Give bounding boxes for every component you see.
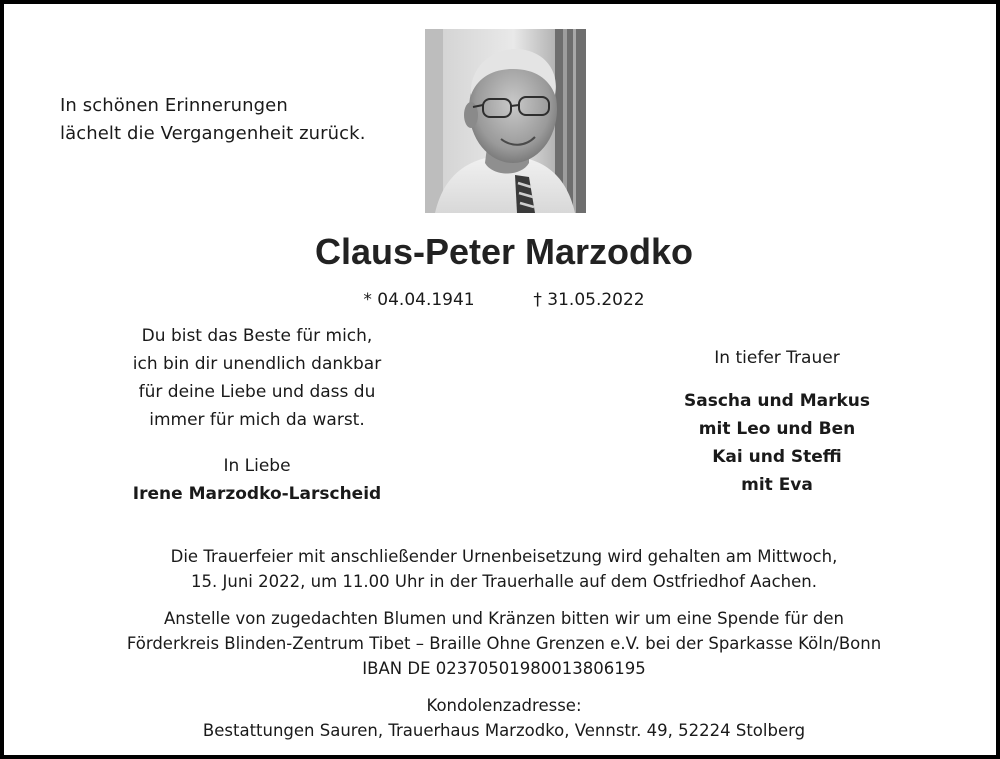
donation-line-1: Anstelle von zugedachten Blumen und Kränzen bitten wir um eine Spende für den (163, 609, 844, 628)
verse-line-1: Du bist das Beste für mich, (141, 326, 373, 346)
cross-icon: † (533, 290, 542, 310)
portrait-photo (425, 29, 586, 213)
opening-quote (60, 92, 400, 148)
mourners-block (622, 344, 932, 499)
condolence-address: Bestattungen Sauren, Trauerhaus Marzodko, Vennstr. 49, 52224 Stolberg (202, 721, 806, 740)
verse-line-3: für deine Liebe und dass du (138, 382, 376, 402)
death-date-wrapper (533, 287, 644, 313)
donation-line-2: Förderkreis Blinden-Zentrum Tibet – Braille Ohne Grenzen e.V. bei der Sparkasse Köln/Bonn (126, 634, 882, 653)
service-line-2: 15. Juni 2022, um 11.00 Uhr in der Trauerhalle auf dem Ostfriedhof Aachen. (191, 572, 817, 591)
mourner-line: Kai und Steffi (712, 447, 842, 467)
mourners-intro: In tiefer Trauer (714, 348, 840, 368)
opening-quote-line-2: lächelt die Vergangenheit zurück. (60, 123, 366, 144)
death-date: 31.05.2022 (547, 290, 645, 310)
mourner-line: Sascha und Markus (684, 391, 870, 411)
mourners-list (622, 387, 932, 499)
opening-quote-line-1: In schönen Erinnerungen (60, 95, 288, 116)
signoff-intro: In Liebe (223, 456, 291, 476)
mourner-line: mit Eva (741, 475, 813, 495)
life-dates (4, 287, 1000, 313)
mourner-line: mit Leo und Ben (698, 419, 856, 439)
service-line-1: Die Trauerfeier mit anschließender Urnenbeisetzung wird gehalten am Mittwoch, (170, 547, 838, 566)
iban: IBAN DE 02370501980013806195 (362, 659, 646, 678)
birth-date: * 04.04.1941 (363, 290, 475, 310)
condolence-label: Kondolenzadresse: (426, 696, 582, 715)
portrait-illustration (425, 29, 586, 213)
farewell-verse-block (92, 322, 422, 508)
service-details (4, 544, 1000, 743)
deceased-name: Claus-Peter Marzodko (314, 231, 694, 272)
signoff-name: Irene Marzodko-Larscheid (132, 484, 382, 504)
verse-line-2: ich bin dir unendlich dankbar (132, 354, 382, 374)
verse-line-4: immer für mich da warst. (149, 410, 365, 430)
